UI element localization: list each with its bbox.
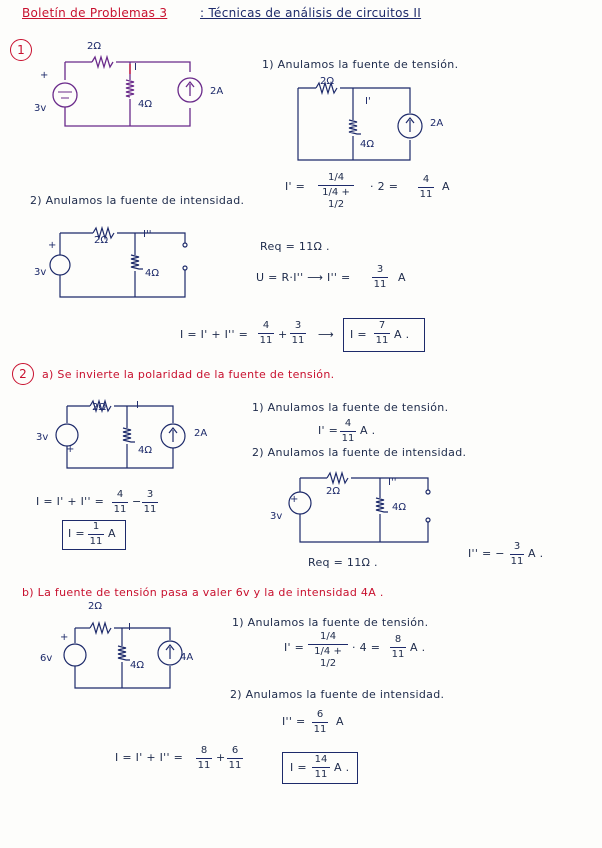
eq1-d2: 4 (331, 187, 339, 198)
eq1-d3: 2 (337, 199, 345, 210)
circuit-1b (55, 225, 195, 305)
eqB1-unit: A . (410, 641, 426, 654)
eqA1-lhs: I' = (318, 424, 339, 437)
c2b-r1-label: 2Ω (326, 486, 341, 497)
eqB2-lhs: I'' = (282, 715, 306, 728)
c2a-r1-label: 2Ω (92, 402, 107, 413)
eqA-res-frac: 1 11 (89, 521, 103, 547)
eqB3-result: 14 11 (312, 754, 330, 781)
eqA2-lhs: I'' = − (468, 547, 505, 560)
c1b-plus-label: + (48, 240, 57, 251)
c1b-r2-label: 4Ω (145, 268, 160, 279)
eq1-n1: 1 (327, 172, 335, 183)
c2c-isrc-label: 4A (180, 652, 194, 663)
c2c-vsrc-label: 6v (40, 653, 53, 664)
p2-reqA: Req = 11Ω . (308, 556, 378, 569)
eqB3-frac2: 6 11 (228, 745, 242, 771)
eq3-lhs: I = I' + I'' = (180, 328, 249, 341)
eq1-d1: 4 (337, 172, 345, 183)
p2-stepA2: 2) Anulamos la fuente de intensidad. (252, 446, 467, 459)
eqB1-result: 8 11 (391, 634, 405, 660)
eq2-unit: A (398, 271, 406, 284)
c1-r2-label: 4Ω (138, 99, 153, 110)
circuit-1a (298, 78, 438, 168)
c1-plus-label: + (40, 70, 49, 81)
eq3-frac2: 3 11 (291, 320, 305, 346)
p2-a-title: a) Se invierte la polaridad de la fuente de tensión. (42, 368, 335, 381)
c2c-r1-label: 2Ω (88, 601, 103, 612)
c2a-vsrc-label: 3v (36, 432, 49, 443)
eqB2-unit: A (336, 715, 344, 728)
eqA2-unit: A . (528, 547, 544, 560)
c1a-r1-label: 2Ω (320, 76, 335, 87)
eq1-n3: 1 (327, 199, 335, 210)
c2c-plus-label: + (60, 632, 69, 643)
c1b-r1-label: 2Ω (94, 235, 109, 246)
c1a-current-label: I' (365, 96, 371, 107)
eq2-lhs: U = R·I'' ⟶ I'' = (256, 271, 351, 284)
c1a-isrc-label: 2A (430, 118, 444, 129)
c2b-plus-label: + (290, 494, 299, 505)
circuit-2b (285, 470, 435, 550)
doc-subtitle: : Técnicas de análisis de circuitos II (200, 6, 422, 20)
eqA-sum-frac1: 4 11 (113, 489, 127, 515)
eq3-plus: + (278, 328, 288, 341)
eqB2-frac: 6 11 (313, 709, 327, 735)
eqB1-frac: 1/4 1/4 + 1/2 (308, 631, 348, 670)
c1b-current-label: I'' (143, 229, 152, 240)
eqB3-plus: + (216, 751, 226, 764)
c2a-isrc-label: 2A (194, 428, 208, 439)
eq1-result: 4 11 (419, 174, 433, 200)
c2b-current-label: I'' (388, 477, 397, 488)
eqA2-frac: 3 11 (510, 541, 524, 567)
p2-stepB2: 2) Anulamos la fuente de intensidad. (230, 688, 445, 701)
c1a-r2-label: 4Ω (360, 139, 375, 150)
eq1-unit: A (442, 180, 450, 193)
eqA-res-unit: A (108, 527, 116, 540)
problem-2-number: 2 (12, 363, 34, 385)
p2-stepA1: 1) Anulamos la fuente de tensión. (252, 401, 449, 414)
eq2-frac: 3 11 (373, 264, 387, 290)
c2c-current-label: I (128, 622, 131, 633)
eq3-frac1: 4 11 (259, 320, 273, 346)
circuit-2a (55, 398, 208, 478)
c1-current-label: I (134, 62, 137, 73)
eq3-unit: A . (394, 328, 410, 341)
c2b-r2-label: 4Ω (392, 502, 407, 513)
eqB3-frac1: 8 11 (197, 745, 211, 771)
eq3-res: I = (350, 328, 367, 341)
eqA-sum-lhs: I = I' + I'' = (36, 495, 105, 508)
eq1-lhs: I' = (285, 180, 306, 193)
eqA-sum-frac2: 3 11 (143, 489, 157, 515)
c1-r1-label: 2Ω (87, 41, 102, 52)
problem-1-number: 1 (10, 39, 32, 61)
p1-step2: 2) Anulamos la fuente de intensidad. (30, 194, 245, 207)
eq1-n2: 1 (322, 187, 329, 198)
eqB1-mid: · 4 = (352, 641, 381, 654)
eqB3-lhs: I = I' + I'' = (115, 751, 184, 764)
c2c-r2-label: 4Ω (130, 660, 145, 671)
p2-b-title: b) La fuente de tensión pasa a valer 6v y la de intensidad 4A . (22, 586, 384, 599)
eqB3-unit: A . (334, 761, 350, 774)
eqA-sum-minus: − (132, 495, 142, 508)
c2a-current-label: I (136, 400, 139, 411)
eq3-result: 7 11 (375, 320, 389, 346)
eq1-frac: 1/4 1/4 + 1/2 (318, 172, 354, 211)
eq1-mid: · 2 = (370, 180, 399, 193)
eqB1-lhs: I' = (284, 641, 305, 654)
c2a-plus-label: + (66, 444, 75, 455)
p1-step1: 1) Anulamos la fuente de tensión. (262, 58, 459, 71)
p2-stepB1: 1) Anulamos la fuente de tensión. (232, 616, 429, 629)
c2a-r2-label: 4Ω (138, 445, 153, 456)
c1-vsrc-label: 3v (34, 103, 47, 114)
c1b-vsrc-label: 3v (34, 267, 47, 278)
doc-title: Boletín de Problemas 3 (22, 6, 168, 20)
eqA1-frac: 4 11 (341, 418, 355, 444)
eq3-arrow: ⟶ (318, 328, 335, 341)
eqA1-unit: A . (360, 424, 376, 437)
p1-req: Req = 11Ω . (260, 240, 330, 253)
eqA-res-lhs: I = (68, 527, 85, 540)
c1-isrc-label: 2A (210, 86, 224, 97)
c2b-vsrc-label: 3v (270, 511, 283, 522)
eqB3-res: I = (290, 761, 307, 774)
